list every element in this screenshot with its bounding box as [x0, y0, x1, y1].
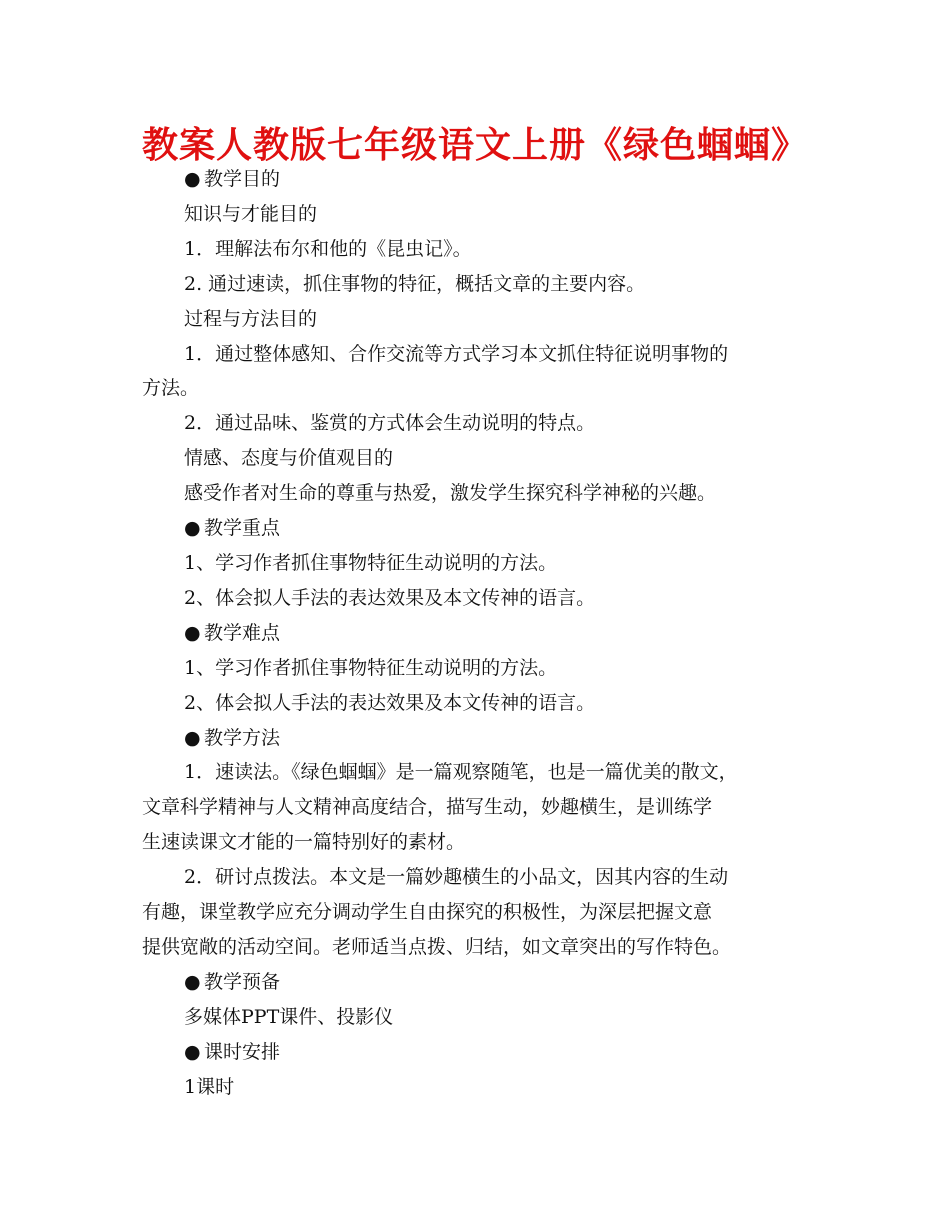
paragraph-line: 2、体会拟人手法的表达效果及本文传神的语言。	[184, 691, 596, 714]
paragraph-line: 方法。	[142, 377, 200, 400]
section-heading-key-points	[142, 511, 822, 546]
bullet-icon: ●	[184, 168, 201, 190]
paragraph-line: 情感、态度与价值观目的	[184, 447, 394, 470]
bullet-icon: ●	[184, 1040, 201, 1063]
paragraph-line: 1课时	[184, 1075, 235, 1098]
bullet-icon: ●	[184, 726, 201, 749]
document-body	[142, 162, 822, 1104]
paragraph-line: 生速读课文才能的一篇特别好的素材。	[142, 831, 466, 854]
paragraph-line: 1、学习作者抓住事物特征生动说明的方法。	[184, 551, 558, 574]
heading-text: 教学重点	[204, 517, 281, 540]
paragraph-line: 2．通过品味、鉴赏的方式体会生动说明的特点。	[184, 412, 596, 435]
paragraph-line: 2、体会拟人手法的表达效果及本文传神的语言。	[184, 586, 596, 609]
bullet-icon: ●	[184, 970, 201, 993]
document-title: 教案人教版七年级语文上册《绿色蝈蝈》	[141, 125, 808, 166]
bullet-icon: ●	[184, 517, 201, 540]
paragraph-line: 知识与才能目的	[184, 202, 318, 225]
paragraph-line: 1．通过整体感知、合作交流等方式学习本文抓住特征说明事物的	[184, 342, 729, 365]
paragraph-line: 1、学习作者抓住事物特征生动说明的方法。	[184, 656, 558, 679]
paragraph-line: 2．研讨点拨法。本文是一篇妙趣横生的小品文，因其内容的生动	[184, 866, 729, 889]
section-heading-methods	[142, 721, 822, 756]
paragraph-line: 提供宽敞的活动空间。老师适当点拨、归结，如文章突出的写作特色。	[142, 935, 732, 958]
section-heading-difficulties	[142, 616, 822, 651]
section-heading-schedule	[142, 1035, 822, 1070]
heading-text: 教学目的	[204, 168, 281, 190]
heading-text: 教学难点	[204, 621, 281, 644]
paragraph-line: 1．理解法布尔和他的《昆虫记》。	[184, 237, 472, 260]
paragraph-line: 1．速读法。《绿色蝈蝈》是一篇观察随笔，也是一篇优美的散文，	[184, 761, 738, 784]
paragraph-line: 感受作者对生命的尊重与热爱，激发学生探究科学神秘的兴趣。	[184, 482, 717, 505]
section-heading-preparation	[142, 965, 822, 1000]
bullet-icon: ●	[184, 621, 201, 644]
heading-text: 教学预备	[204, 970, 281, 993]
paragraph-line: 过程与方法目的	[184, 307, 318, 330]
paragraph-line: 有趣，课堂教学应充分调动学生自由探究的积极性，为深层把握文意	[142, 901, 713, 924]
section-heading-teaching-goals	[142, 162, 822, 197]
paragraph-line: 文章科学精神与人文精神高度结合，描写生动，妙趣横生，是训练学	[142, 796, 713, 819]
heading-text: 课时安排	[204, 1040, 281, 1063]
heading-text: 教学方法	[204, 726, 281, 749]
paragraph-line: 2. 通过速读，抓住事物的特征，概括文章的主要内容。	[184, 272, 646, 295]
paragraph-line: 多媒体PPT课件、投影仪	[184, 1005, 394, 1028]
